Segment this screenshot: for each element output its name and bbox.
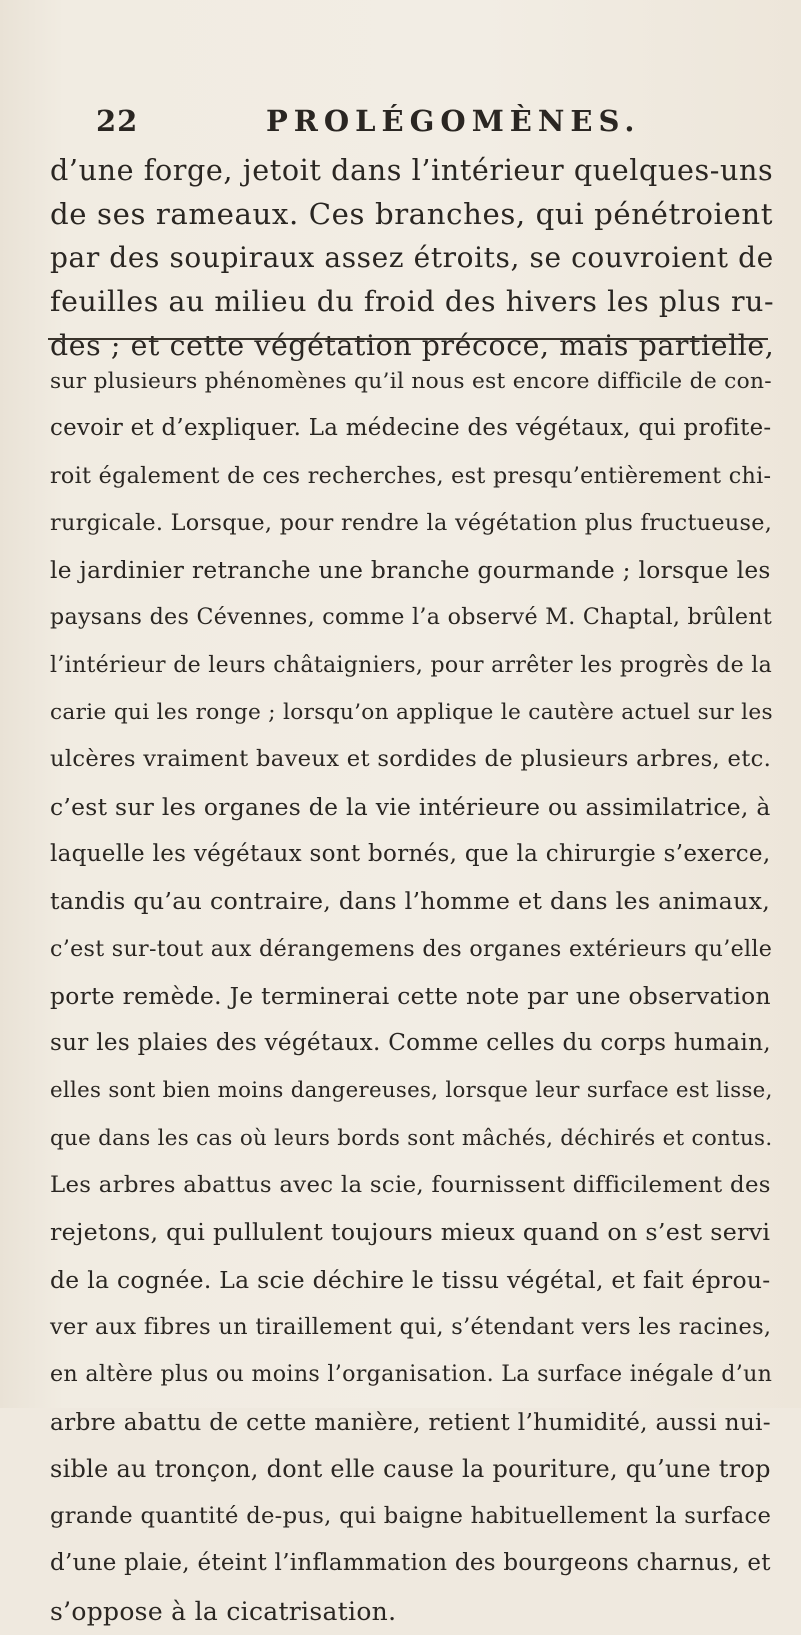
- footnote-line: s’oppose à la cicatrisation.: [50, 1596, 397, 1626]
- footnote-line: rejetons, qui pullulent toujours mieux quand on s’est servi: [50, 1218, 771, 1247]
- footnote-line: paysans des Cévennes, comme l’a observé M. Chaptal, brûlent: [50, 604, 773, 631]
- footnote-line: sur les plaies des végétaux. Comme celles du corps humain,: [50, 1030, 771, 1057]
- footnote-line: cevoir et d’expliquer. La médecine des végétaux, qui profite-: [50, 415, 772, 442]
- footnote-line: de la cognée. La scie déchire le tissu végétal, et fait éprou-: [50, 1265, 771, 1294]
- footnote-line: arbre abattu de cette manière, retient l’humidité, aussi nui-: [50, 1408, 771, 1436]
- footnote-line: le jardinier retranche une branche gourmande ; lorsque les: [50, 557, 771, 585]
- footnote-line: en altère plus ou moins l’organisation. La surface inégale d’un: [50, 1361, 773, 1388]
- main-text-line: des ; et cette végétation précoce, mais partielle,: [50, 329, 775, 362]
- footnote-line: laquelle les végétaux sont bornés, que la chirurgie s’exerce,: [50, 840, 771, 867]
- footnote-line: elles sont bien moins dangereuses, lorsque leur surface est lisse,: [50, 1078, 773, 1104]
- footnote-line: grande quantité de-pus, qui baigne habituellement la surface: [50, 1503, 772, 1530]
- footnote-line: tandis qu’au contraire, dans l’homme et dans les animaux,: [50, 887, 771, 916]
- footnote-line: rurgicale. Lorsque, pour rendre la végétation plus fructueuse,: [50, 509, 773, 536]
- footnote-line: porte remède. Je terminerai cette note par une observation: [50, 981, 771, 1010]
- page-header: [96, 104, 656, 144]
- running-head: PROLÉGOMÈNES.: [266, 104, 641, 138]
- footnote-line: ver aux fibres un tiraillement qui, s’étendant vers les racines,: [50, 1313, 772, 1340]
- footnote-line: roit également de ces recherches, est presqu’entièrement chi-: [50, 462, 772, 489]
- main-text-line: d’une forge, jetoit dans l’intérieur quelques-uns: [50, 153, 774, 187]
- footnote-line: d’une plaie, éteint l’inflammation des bourgeons charnus, et: [50, 1550, 771, 1577]
- footnote-line: ulcères vraiment baveux et sordides de plusieurs arbres, etc.: [50, 746, 772, 773]
- footnote-line: Les arbres abattus avec la scie, fournissent difficilement des: [50, 1172, 771, 1199]
- page-number: 22: [96, 104, 139, 138]
- main-text-line: par des soupiraux assez étroits, se couvroient de: [50, 241, 774, 274]
- footnote-line: l’intérieur de leurs châtaigniers, pour arrêter les progrès de la: [50, 652, 773, 678]
- main-text-line: feuilles au milieu du froid des hivers les plus ru-: [50, 285, 775, 318]
- main-text-line: de ses rameaux. Ces branches, qui pénétroient: [50, 197, 774, 231]
- footnote-line: c’est sur les organes de la vie intérieure ou assimilatrice, à: [50, 792, 771, 821]
- footnote-line: carie qui les ronge ; lorsqu’on applique le cautère actuel sur les: [50, 700, 773, 726]
- footnote-line: c’est sur-tout aux dérangemens des organes extérieurs qu’elle: [50, 935, 773, 962]
- footnote-line: sur plusieurs phénomènes qu’il nous est encore difficile de con-: [50, 369, 772, 394]
- main-text: [50, 148, 775, 368]
- footnote-line: que dans les cas où leurs bords sont mâchés, déchirés et contus.: [50, 1125, 773, 1151]
- footnote: [50, 358, 773, 1635]
- footnote-divider: [48, 338, 768, 340]
- footnote-line: sible au tronçon, dont elle cause la pouriture, qu’une trop: [50, 1454, 771, 1483]
